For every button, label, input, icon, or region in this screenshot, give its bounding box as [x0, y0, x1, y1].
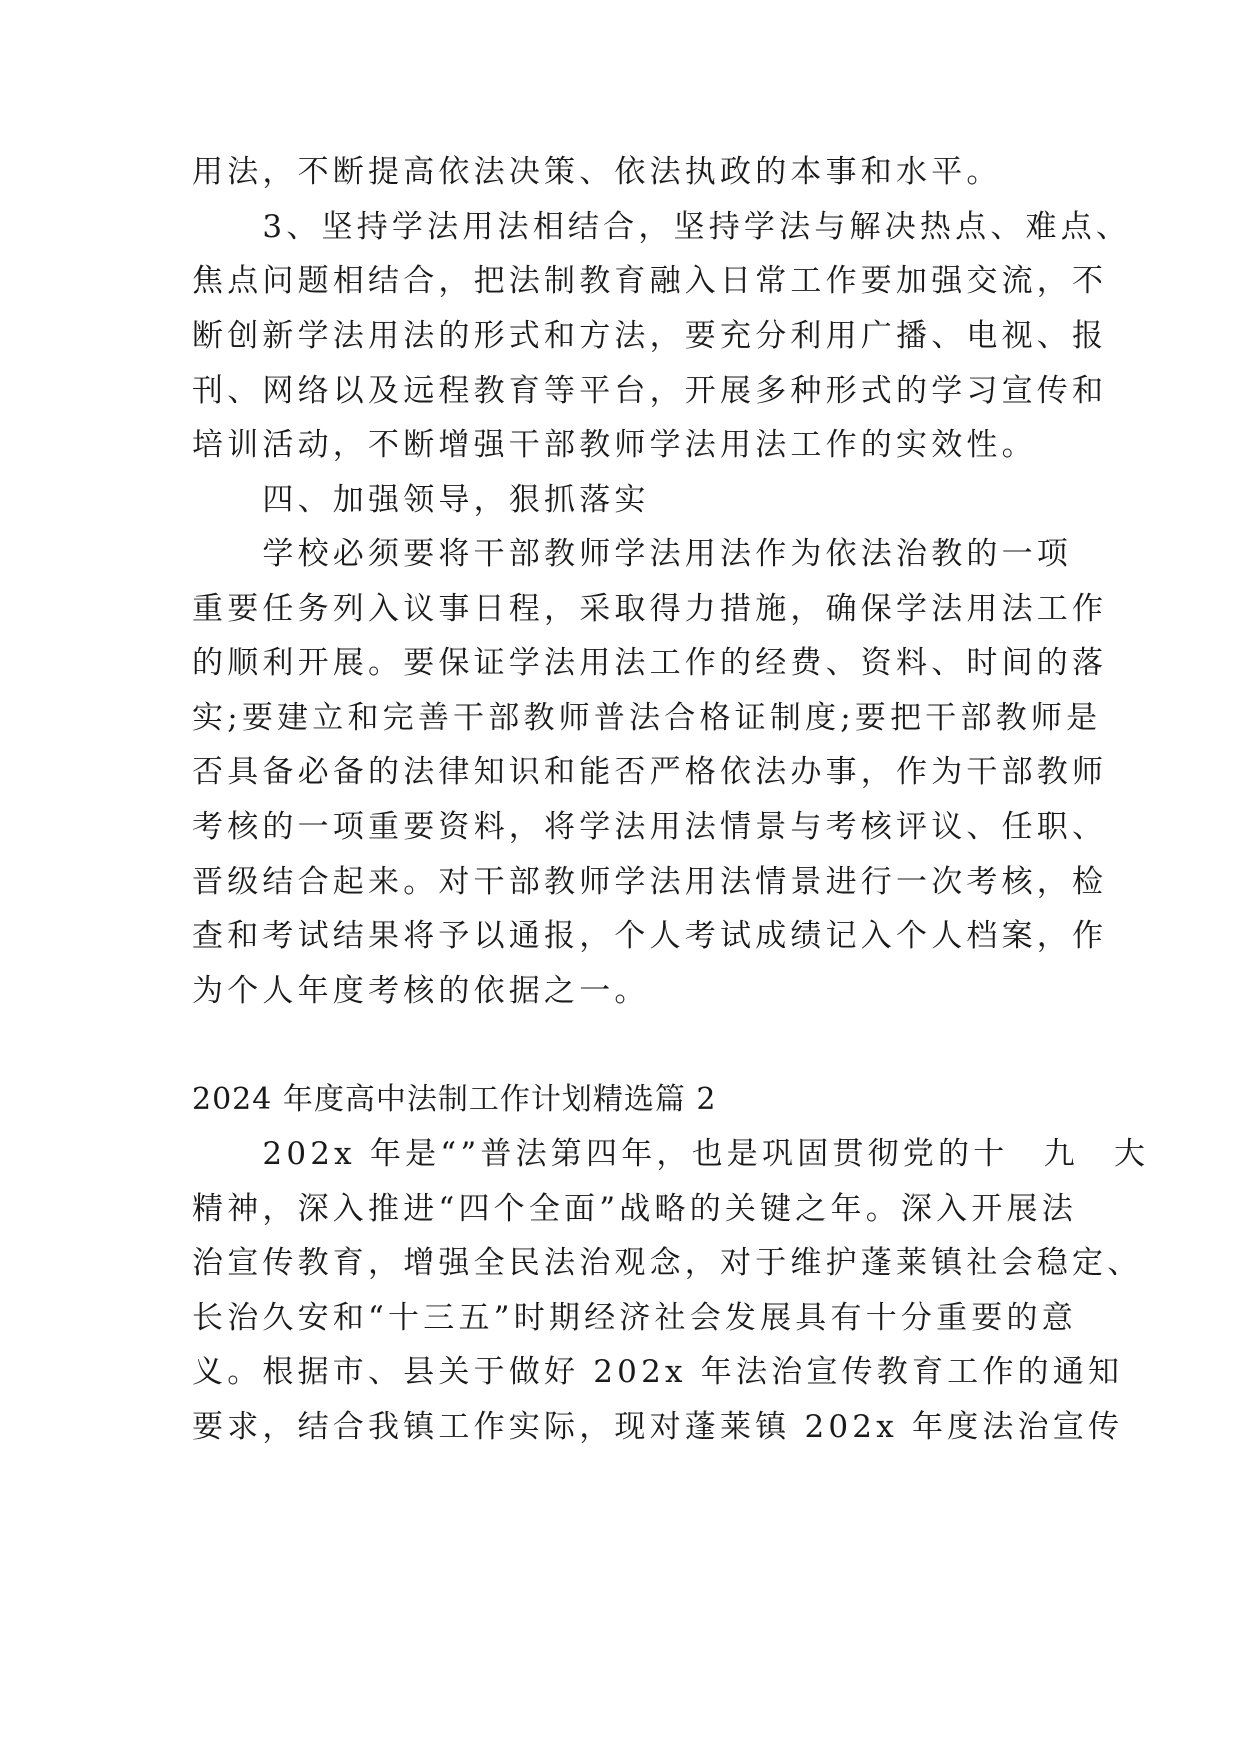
paragraph-line: 焦点问题相结合，把法制教育融入日常工作要加强交流，不	[192, 263, 1108, 299]
paragraph-line: 考核的一项重要资料，将学法用法情景与考核评议、任职、	[192, 809, 1108, 845]
paragraph-line: 202x 年是“”普法第四年，也是巩固贯彻党的十 九 大	[192, 1136, 1150, 1172]
paragraph-line: 的顺利开展。要保证学法用法工作的经费、资料、时间的落	[192, 645, 1108, 681]
paragraph-line: 培训活动，不断增强干部教师学法用法工作的实效性。	[192, 427, 1037, 463]
paragraph-line: 学校必须要将干部教师学法用法作为依法治教的一项	[192, 536, 1072, 572]
paragraph-line: 实;要建立和完善干部教师普法合格证制度;要把干部教师是	[192, 700, 1102, 736]
paragraph-line: 否具备必备的法律知识和能否严格依法办事，作为干部教师	[192, 754, 1108, 790]
paragraph-line: 晋级结合起来。对干部教师学法用法情景进行一次考核，检	[192, 864, 1108, 900]
paragraph-line: 要求，结合我镇工作实际，现对蓬莱镇 202x 年度法治宣传	[192, 1409, 1124, 1445]
paragraph-line: 3、坚持学法用法相结合，坚持学法与解决热点、难点、	[192, 209, 1132, 245]
paragraph-line: 为个人年度考核的依据之一。	[192, 973, 650, 1009]
paragraph-line: 断创新学法用法的形式和方法，要充分利用广播、电视、报	[192, 318, 1108, 354]
paragraph-line: 重要任务列入议事日程，采取得力措施，确保学法用法工作	[192, 591, 1108, 627]
paragraph-line: 查和考试结果将予以通报，个人考试成绩记入个人档案，作	[192, 918, 1108, 954]
paragraph-line: 治宣传教育，增强全民法治观念，对于维护蓬莱镇社会稳定、	[192, 1245, 1143, 1281]
paragraph-line: 刊、网络以及远程教育等平台，开展多种形式的学习宣传和	[192, 373, 1108, 409]
section-title: 2024 年度高中法制工作计划精选篇 2	[192, 1082, 717, 1117]
paragraph-line: 长治久安和“十三五”时期经济社会发展具有十分重要的意	[192, 1300, 1077, 1336]
paragraph-line: 义。根据市、县关于做好 202x 年法治宣传教育工作的通知	[192, 1354, 1124, 1390]
paragraph-line: 用法，不断提高依法决策、依法执政的本事和水平。	[192, 154, 1002, 190]
paragraph-line: 精神，深入推进“四个全面”战略的关键之年。深入开展法	[192, 1191, 1077, 1227]
paragraph-line: 四、加强领导，狠抓落实	[192, 482, 650, 518]
